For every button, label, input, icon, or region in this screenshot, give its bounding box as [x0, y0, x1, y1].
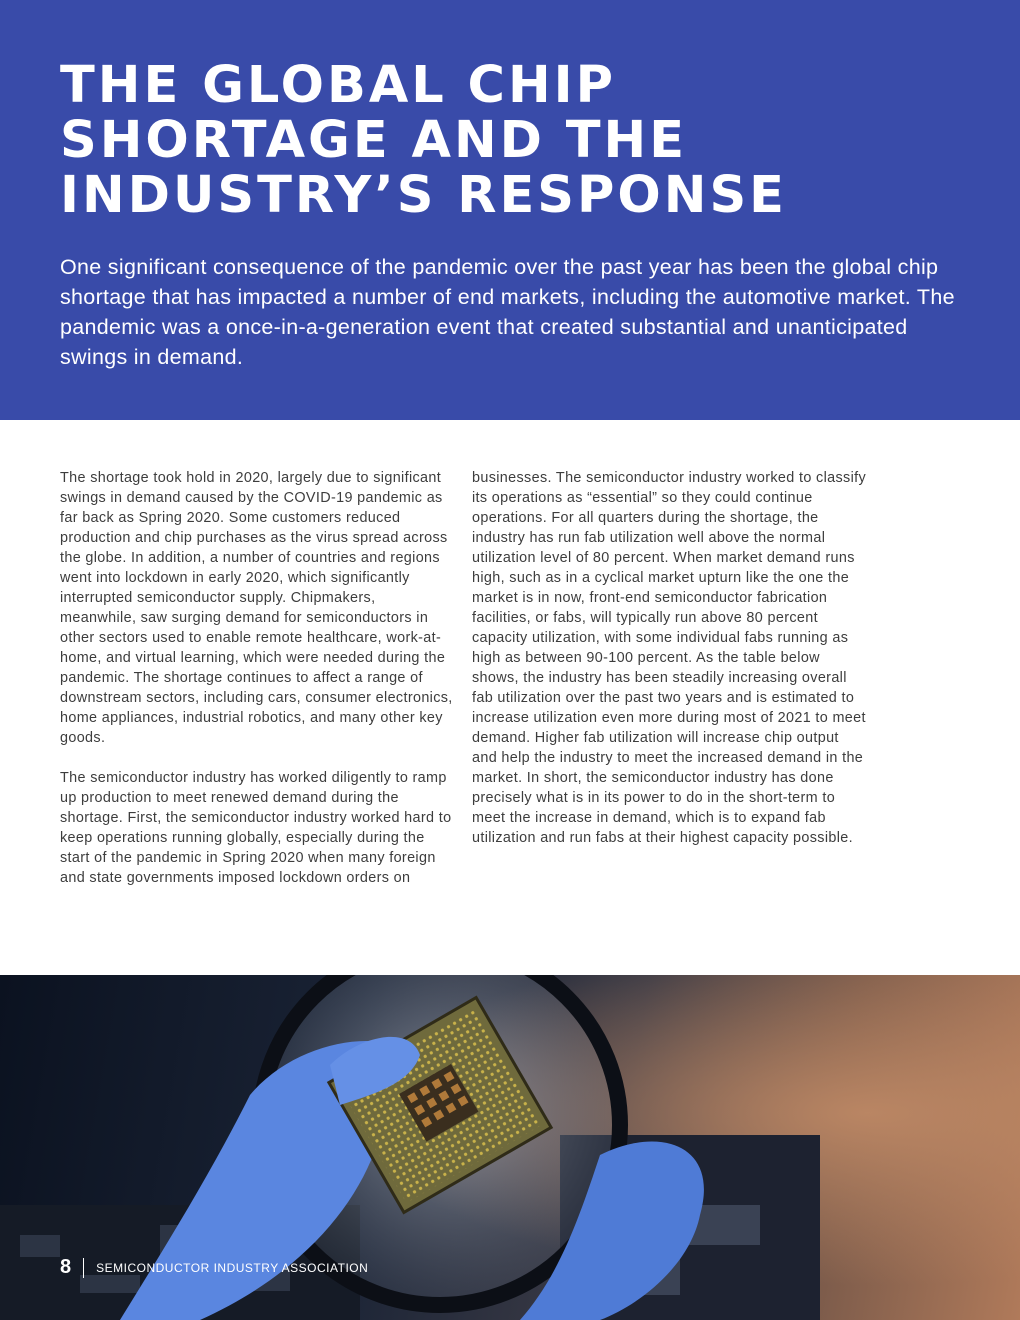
footer-divider — [83, 1258, 84, 1278]
body-column-right — [472, 468, 867, 868]
lede-paragraph: One significant consequence of the pandemic over the past year has been the global chip shortage that has impacted a number of end markets, including the automotive market. The pandemic was a once-in-a-generation event that created substantial and unanticipated swings in demand. — [60, 255, 955, 369]
page-title: THE GLOBAL CHIP SHORTAGE AND THE INDUSTRY’S RESPONSE — [60, 56, 788, 225]
body-column-left — [60, 468, 455, 908]
footer-organization: SEMICONDUCTOR INDUSTRY ASSOCIATION — [96, 1260, 369, 1275]
page-number: 8 — [60, 1256, 72, 1278]
body-paragraph: The shortage took hold in 2020, largely due to significant swings in demand caused by the COVID-19 pandemic as far back as Spring 2020. Some customers reduced production and chip purchases as the virus spread across the globe. In addition, a number of countries and regions went into lockdown in early 2020, which significantly interrupted semiconductor supply. Chipmakers, meanwhile, saw surging demand for semiconductors in other sectors used to enable remote healthcare, work-at-home, and virtual learning, which were needed during the pandemic. The shortage continues to affect a range of downstream sectors, including cars, consumer electronics, home appliances, industrial robotics, and many other key goods. — [60, 470, 453, 746]
header-band — [0, 0, 1020, 420]
page-footer — [60, 1256, 368, 1279]
body-paragraph: businesses. The semiconductor industry worked to classify its operations as “essential” so they could continue operations. For all quarters during the shortage, the industry has run fab utilization well above the normal utilization level of 80 percent. When market demand runs high, such as in a cyclical market upturn like the one the market is in now, front-end semiconductor fabrication facilities, or fabs, will typically run above 80 percent capacity utilization, with some individual fabs running as high as between 90-100 percent. As the table below shows, the industry has been steadily increasing overall fab utilization over the past two years and is estimated to increase utilization even more during most of 2021 to meet demand. Higher fab utilization will increase chip output and help the industry to meet the increased demand in the market. In short, the semiconductor industry has done precisely what is in its power to do in the short-term to meet the increase in demand, which is to expand fab utilization and run fabs at their highest capacity possible. — [472, 470, 867, 846]
body-paragraph: The semiconductor industry has worked diligently to ramp up production to meet renewed demand during the shortage. First, the semiconductor industry worked hard to keep operations running globally, especially during the start of the pandemic in Spring 2020 when many foreign and state governments imposed lockdown orders on — [60, 770, 452, 886]
